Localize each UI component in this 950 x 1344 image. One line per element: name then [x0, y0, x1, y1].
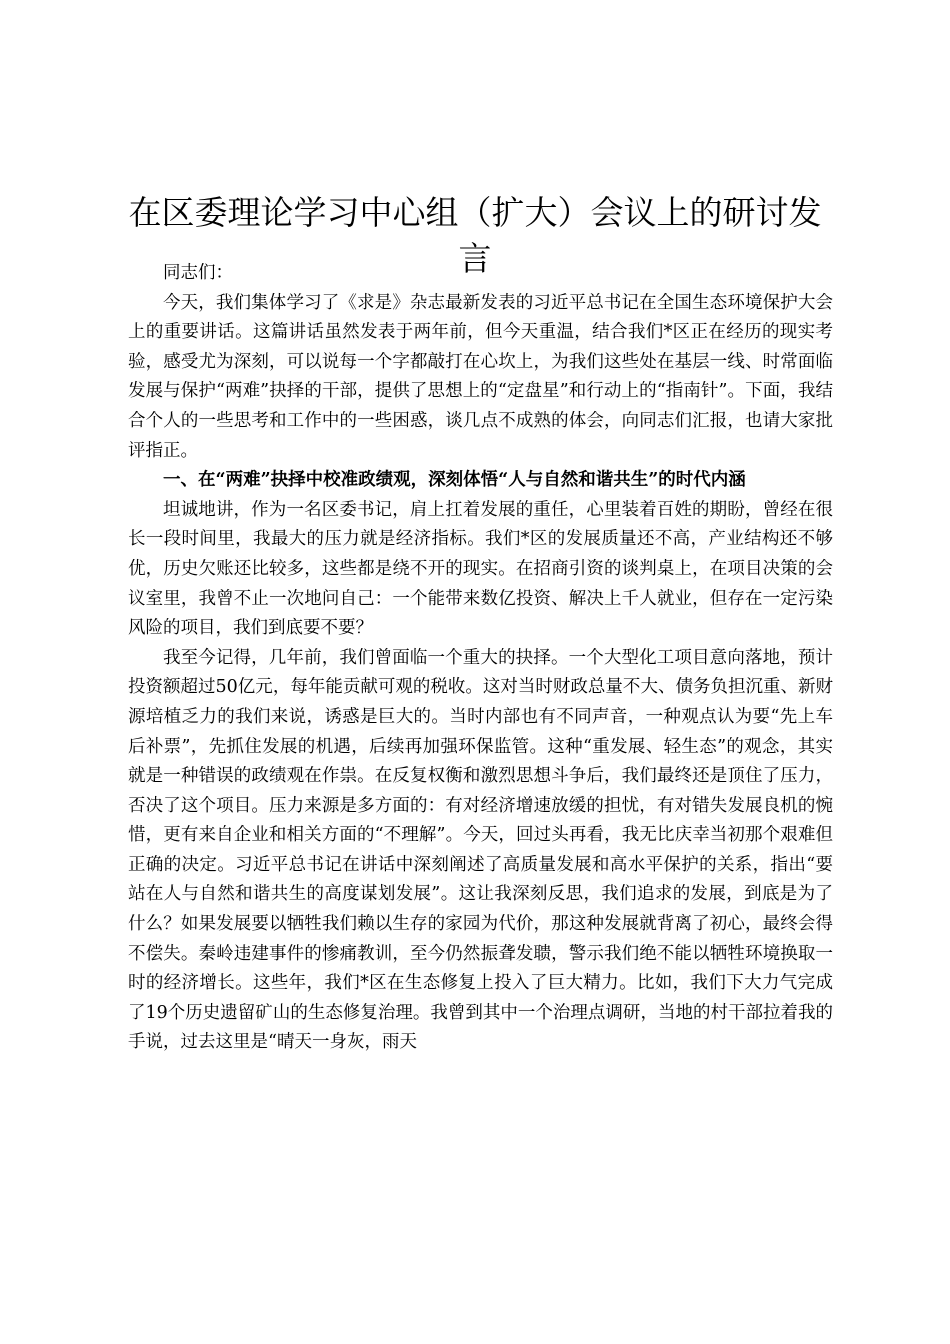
document-title: 在区委理论学习中心组（扩大）会议上的研讨发言	[128, 193, 822, 279]
section-heading: 一、在“两难”抉择中校准政绩观，深刻体悟“人与自然和谐共生”的时代内涵	[163, 470, 746, 491]
section-paragraph: 我至今记得，几年前，我们曾面临一个重大的抉择。一个大型化工项目意向落地，预计投资额超过50亿元，每年能贡献可观的税收。这对当时财政总量不大、债务负担沉重、新财源培植乏力的我们来说，诱惑是巨大的。当时内部也有不同声音，一种观点认为要“先上车后补票”，先抓住发展的机遇，后续再加强环保监管。这种“重发展、轻生态”的观念，其实就是一种错误的政绩观在作祟。在反复权衡和激烈思想斗争后，我们最终还是顶住了压力，否决了这个项目。压力来源是多方面的：有对经济增速放缓的担忧，有对错失发展良机的惋惜，更有来自企业和相关方面的“不理解”。今天，回过头再看，我无比庆幸当初那个艰难但正确的决定。习近平总书记在讲话中深刻阐述了高质量发展和高水平保护的关系，指出“要站在人与自然和谐共生的高度谋划发展”。这让我深刻反思，我们追求的发展，到底是为了什么？如果发展要以牺牲我们赖以生存的家园为代价，那这种发展就背离了初心，最终会得不偿失。秦岭违建事件的惨痛教训，至今仍然振聋发聩，警示我们绝不能以牺牲环境换取一时的经济增长。这些年，我们*区在生态修复上投入了巨大精力。比如，我们下大力气完成了19个历史遗留矿山的生态修复治理。我曾到其中一个治理点调研，当地的村干部拉着我的手说，过去这里是“晴天一身灰，雨天	[128, 647, 833, 1053]
section-paragraph: 坦诚地讲，作为一名区委书记，肩上扛着发展的重任，心里装着百姓的期盼，曾经在很长一段时间里，我最大的压力就是经济指标。我们*区的发展质量还不高，产业结构还不够优，历史欠账还比较多，这些都是绕不开的现实。在招商引资的谈判桌上，在项目决策的会议室里，我曾不止一次地问自己：一个能带来数亿投资、解决上千人就业，但存在一定污染风险的项目，我们到底要不要？	[128, 499, 833, 639]
document-body	[128, 259, 833, 1058]
salutation: 同志们：	[163, 263, 233, 283]
intro-paragraph: 今天，我们集体学习了《求是》杂志最新发表的习近平总书记在全国生态环境保护大会上的重要讲话。这篇讲话虽然发表于两年前，但今天重温，结合我们*区正在经历的现实考验，感受尤为深刻，可以说每一个字都敲打在心坎上，为我们这些处在基层一线、时常面临发展与保护“两难”抉择的干部，提供了思想上的“定盘星”和行动上的“指南针”。下面，我结合个人的一些思考和工作中的一些困惑，谈几点不成熟的体会，向同志们汇报，也请大家批评指正。	[128, 292, 833, 461]
